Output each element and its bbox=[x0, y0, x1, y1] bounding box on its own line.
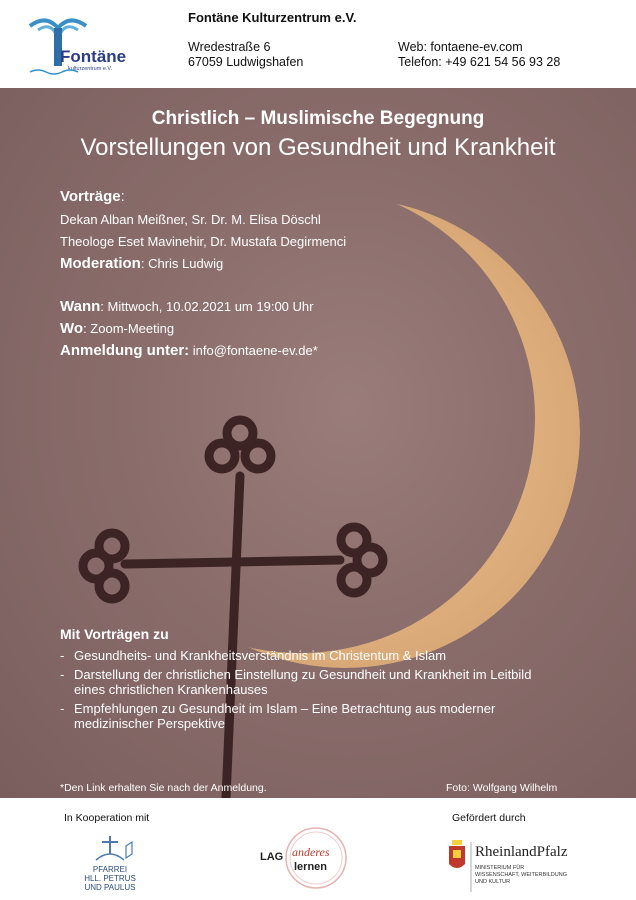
topic-item: - Gesundheits- und Krankheitsverständnis im Christentum & Islam bbox=[60, 648, 447, 663]
anmeldung-label: Anmeldung unter: bbox=[60, 342, 190, 359]
topic-text: Darstellung der christlichen Einstellung zu Gesundheit und Krankheit im Leitbild eines christlichen Krankenhauses bbox=[74, 667, 532, 697]
topic-item: - Darstellung der christlichen Einstellung zu Gesundheit und Krankheit im Leitbild eines christlichen Krankenhauses bbox=[60, 667, 532, 697]
svg-text:RheinlandPfalz: RheinlandPfalz bbox=[475, 844, 568, 860]
svg-text:anderes: anderes bbox=[292, 845, 330, 859]
speakers-line-2: Theologe Eset Mavinehir, Dr. Mustafa Degirmenci bbox=[60, 234, 347, 249]
wann-label: Wann bbox=[60, 298, 101, 315]
photo-credit: Foto: Wolfgang Wilhelm bbox=[446, 782, 558, 794]
rheinland-pfalz-logo bbox=[445, 838, 585, 894]
event-subtitle: Vorstellungen von Gesundheit und Krankheit bbox=[80, 134, 556, 161]
anmeldung-email[interactable]: info@fontaene-ev.de* bbox=[192, 343, 318, 358]
moderation-label: Moderation bbox=[60, 255, 141, 272]
topic-item: - Empfehlungen zu Gesundheit im Islam – Eine Betrachtung aus moderner medizinischer Perspektive bbox=[60, 701, 496, 731]
topic-text: Empfehlungen zu Gesundheit im Islam – Eine Betrachtung aus moderner medizinischer Perspektive bbox=[74, 701, 496, 731]
svg-text:UND KULTUR: UND KULTUR bbox=[475, 879, 511, 885]
cooperation-label: In Kooperation mit bbox=[64, 812, 150, 824]
svg-text:UND PAULUS: UND PAULUS bbox=[84, 883, 136, 892]
funded-label: Gefördert durch bbox=[452, 812, 526, 824]
event-title: Christlich – Muslimische Begegnung bbox=[151, 108, 485, 129]
svg-text:MINISTERIUM FÜR: MINISTERIUM FÜR bbox=[475, 865, 525, 871]
fontaene-logo bbox=[24, 12, 134, 76]
wo-label: Wo bbox=[60, 320, 84, 337]
city: 67059 Ludwigshafen bbox=[188, 55, 304, 69]
svg-text:PFARREI: PFARREI bbox=[92, 865, 128, 874]
topics-list bbox=[60, 648, 560, 735]
wann-row: Wann: Mittwoch, 10.02.2021 um 19:00 Uhr bbox=[60, 298, 314, 315]
wann-value: Mittwoch, 10.02.2021 um 19:00 Uhr bbox=[107, 299, 314, 314]
anmeldung-row bbox=[60, 342, 318, 359]
footnote: *Den Link erhalten Sie nach der Anmeldung. bbox=[60, 782, 267, 794]
lag-logo bbox=[256, 826, 356, 890]
wo-row: Wo: Zoom-Meeting bbox=[60, 320, 175, 337]
svg-text:lernen: lernen bbox=[294, 861, 328, 873]
contact bbox=[398, 40, 560, 70]
svg-text:WISSENSCHAFT, WEITERBILDUNG: WISSENSCHAFT, WEITERBILDUNG bbox=[475, 872, 567, 878]
footer bbox=[0, 798, 636, 900]
vortraege-row: Vorträge: bbox=[60, 188, 125, 205]
moderation-row: Moderation: Chris Ludwig bbox=[60, 255, 224, 272]
address bbox=[188, 40, 303, 70]
web-link[interactable]: Web: fontaene-ev.com bbox=[398, 40, 523, 54]
phone: Telefon: +49 621 54 56 93 28 bbox=[398, 55, 561, 69]
org-name: Fontäne Kulturzentrum e.V. bbox=[188, 10, 357, 25]
wo-value: Zoom-Meeting bbox=[90, 321, 175, 336]
pfarrei-logo bbox=[74, 834, 146, 894]
svg-text:HLL. PETRUS: HLL. PETRUS bbox=[84, 874, 136, 883]
speakers-line-1: Dekan Alban Meißner, Sr. Dr. M. Elisa Döschl bbox=[60, 212, 321, 227]
topics-heading: Mit Vorträgen zu bbox=[60, 626, 169, 642]
moderation-value: Chris Ludwig bbox=[148, 256, 224, 271]
poster bbox=[0, 88, 636, 798]
svg-text:Fontäne: Fontäne bbox=[60, 47, 127, 66]
svg-text:kulturzentrum e.V.: kulturzentrum e.V. bbox=[68, 66, 113, 72]
svg-text:LAG: LAG bbox=[260, 851, 284, 863]
vortraege-label: Vorträge bbox=[60, 188, 121, 205]
street: Wredestraße 6 bbox=[188, 40, 271, 54]
topic-text: Gesundheits- und Krankheitsverständnis im Christentum & Islam bbox=[74, 648, 447, 663]
header bbox=[0, 0, 636, 88]
